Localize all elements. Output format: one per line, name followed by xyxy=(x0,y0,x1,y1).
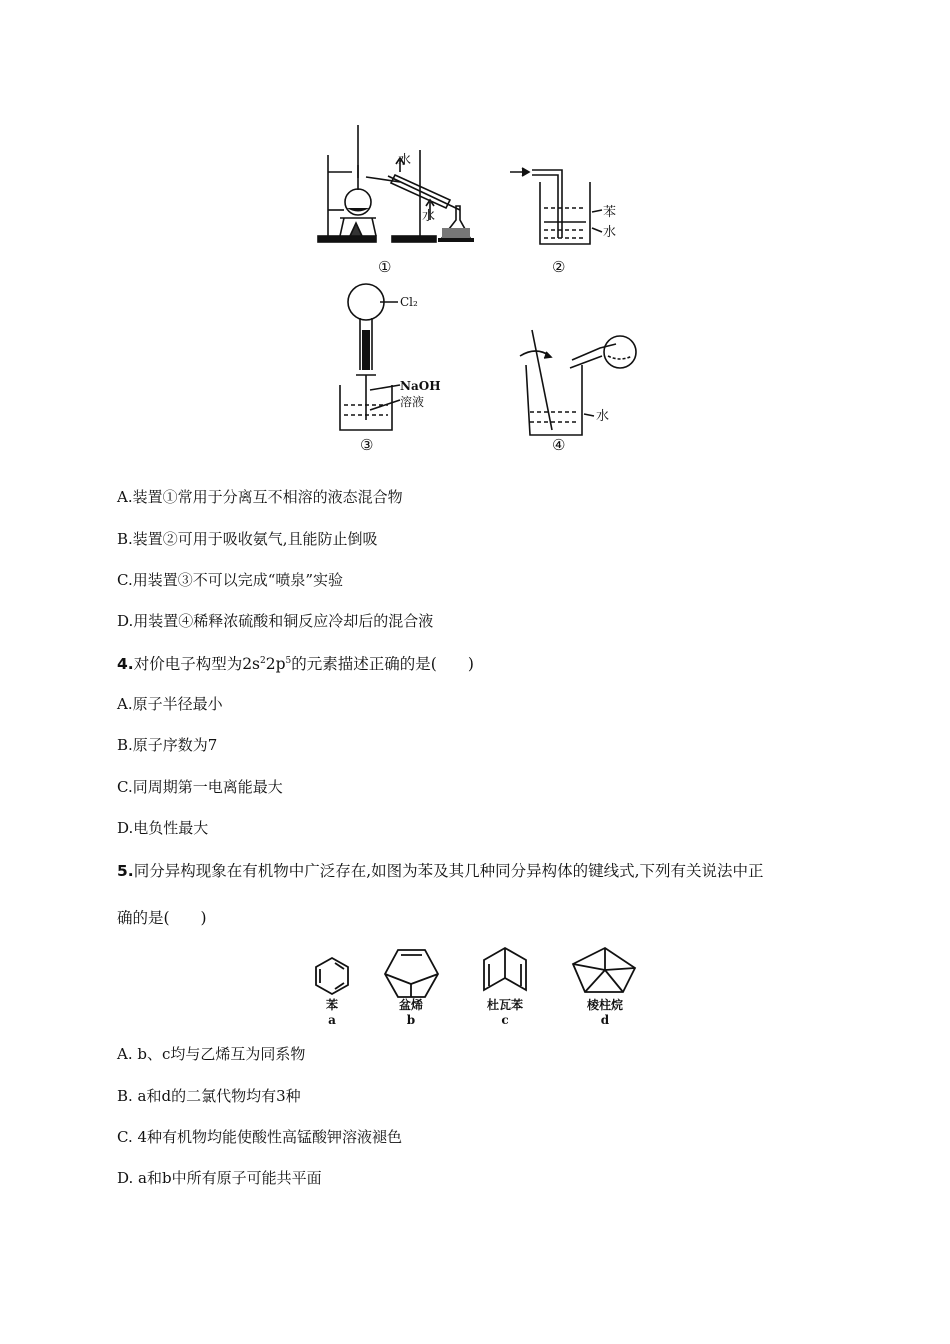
label-solution: 溶液 xyxy=(400,395,425,409)
q3-option-a: A.装置①常用于分离互不相溶的液态混合物 xyxy=(117,488,403,506)
q4-sup-1: 2 xyxy=(260,656,266,666)
label-apparatus-1: ① xyxy=(378,258,392,276)
q5-stem-line-1 xyxy=(117,859,764,881)
absorption-beaker-apparatus xyxy=(510,168,602,244)
molecule-letter-a: a xyxy=(328,1013,336,1027)
molecule-letter-c: c xyxy=(501,1013,509,1027)
label-apparatus-2: ② xyxy=(552,258,566,276)
q4-option-d: D.电负性最大 xyxy=(117,819,209,837)
q5-stem-line-2: 确的是( ) xyxy=(117,909,207,927)
q4-option-c: C.同周期第一电离能最大 xyxy=(117,778,283,796)
molecule-letter-b: b xyxy=(406,1013,416,1027)
molecule-name-a: 苯 xyxy=(325,998,339,1012)
molecule-letter-d: d xyxy=(600,1013,610,1027)
apparatus-figure-svg xyxy=(300,120,660,460)
isomer-figure-svg xyxy=(305,940,645,1030)
isomer-figure xyxy=(305,940,645,1030)
q4-stem xyxy=(117,652,474,674)
q4-stem-mid: 2p xyxy=(265,655,286,673)
q5-option-c: C. 4种有机物均能使酸性高锰酸钾溶液褪色 xyxy=(117,1128,403,1146)
prismane-structure xyxy=(573,948,635,992)
apparatus-figure xyxy=(300,120,660,460)
label-naoh: NaOH xyxy=(400,379,441,393)
label-water-out: 水 xyxy=(398,153,412,168)
benzene-structure xyxy=(316,958,348,994)
dilution-apparatus xyxy=(520,330,636,435)
q4-option-b: B.原子序数为7 xyxy=(117,736,218,754)
molecule-name-c: 杜瓦苯 xyxy=(486,998,524,1012)
q3-option-b: B.装置②可用于吸收氨气,且能防止倒吸 xyxy=(117,530,378,548)
label-benzene: 苯 xyxy=(603,205,617,220)
q5-option-b: B. a和d的二氯代物均有3种 xyxy=(117,1087,301,1105)
q4-stem-before: 对价电子构型为2s xyxy=(133,655,261,673)
fountain-apparatus xyxy=(340,284,400,430)
label-water: 水 xyxy=(603,225,617,240)
q5-number: 5. xyxy=(117,862,134,880)
label-water-in: 水 xyxy=(422,209,436,224)
q5-option-d: D. a和b中所有原子可能共平面 xyxy=(117,1169,322,1187)
q3-option-c: C.用装置③不可以完成“喷泉”实验 xyxy=(117,571,344,589)
label-water-4: 水 xyxy=(596,409,610,424)
label-apparatus-3: ③ xyxy=(360,436,374,454)
q4-sup-2: 5 xyxy=(285,656,292,666)
distillation-apparatus xyxy=(318,125,474,242)
label-cl2: Cl₂ xyxy=(400,295,418,309)
molecule-name-b: 盆烯 xyxy=(398,998,424,1012)
molecule-name-d: 棱柱烷 xyxy=(586,998,624,1012)
q3-option-d: D.用装置④稀释浓硫酸和铜反应冷却后的混合液 xyxy=(117,612,434,630)
q5-stem-text-1: 同分异构现象在有机物中广泛存在,如图为苯及其几种同分异构体的键线式,下列有关说法中正 xyxy=(133,862,764,880)
dewar-benzene-structure xyxy=(484,948,526,990)
label-apparatus-4: ④ xyxy=(552,436,566,454)
q4-stem-after: 的元素描述正确的是( ) xyxy=(291,655,474,673)
q4-option-a: A.原子半径最小 xyxy=(117,695,223,713)
benzvalene-structure xyxy=(385,950,438,997)
q5-option-a: A. b、c均与乙烯互为同系物 xyxy=(117,1045,306,1063)
q4-number: 4. xyxy=(117,655,134,673)
